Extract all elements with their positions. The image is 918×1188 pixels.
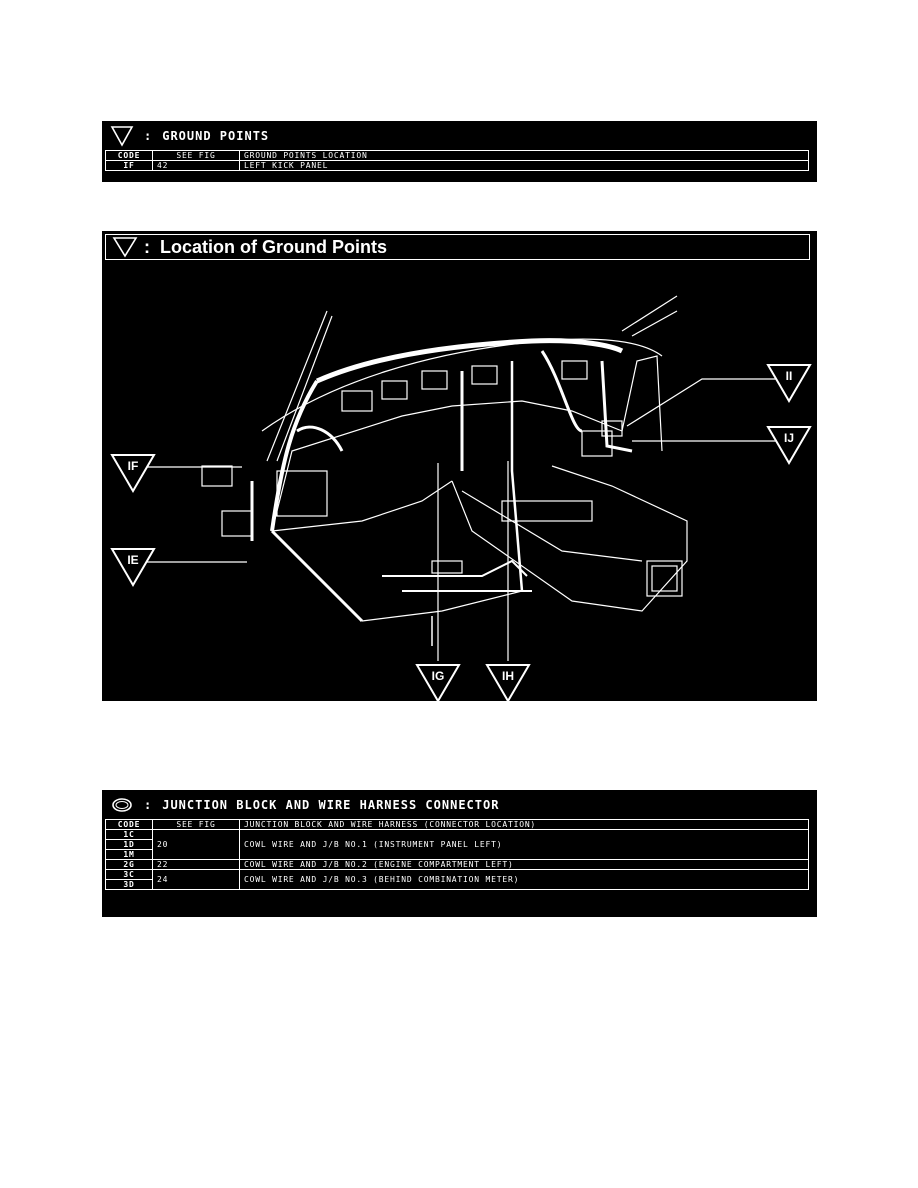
junction-header [110,792,499,818]
ground-marker-ih [485,663,531,703]
ground-points-header [110,123,269,149]
junction-block-panel [102,790,817,917]
ground-marker-ig-label: IG [431,669,445,683]
table-header-row [106,151,809,161]
header-colon: : [144,129,153,143]
cell-location: COWL WIRE AND J/B NO.3 (BEHIND COMBINATION METER) [240,870,809,890]
ground-triangle-icon [110,125,134,147]
ground-location-diagram-panel [102,231,817,701]
cell-code: 2G [106,860,153,870]
cell-code: 3D [106,880,153,890]
header-code: CODE [106,820,153,830]
ground-marker-if-label: IF [127,459,139,473]
ground-marker-ih-label: IH [502,669,514,683]
cell-code: 3C [106,870,153,880]
ground-marker-ie-label: IE [127,553,139,567]
cell-code: 1C [106,830,153,840]
table-row [106,161,809,171]
header-see-fig: SEE FIG [153,820,240,830]
cell-code: 1D [106,840,153,850]
header-location: GROUND POINTS LOCATION [240,151,809,161]
ground-marker-ij [766,425,812,465]
table-row [106,870,809,880]
junction-title: JUNCTION BLOCK AND WIRE HARNESS CONNECTOR [162,798,500,812]
cell-fig: 24 [153,870,240,890]
connector-oval-icon [110,794,134,816]
table-row [106,860,809,870]
cell-fig: 22 [153,860,240,870]
cell-location: COWL WIRE AND J/B NO.1 (INSTRUMENT PANEL LEFT) [240,830,809,860]
ground-marker-ii-label: II [785,369,793,383]
table-row [106,830,809,840]
table-header-row [106,820,809,830]
ground-marker-ij-label: IJ [783,431,794,445]
cell-code: IF [106,161,153,171]
ground-marker-ii [766,363,812,403]
diagram-title: Location of Ground Points [160,236,387,257]
cell-location: LEFT KICK PANEL [240,161,809,171]
ground-marker-ie [110,547,156,587]
header-code: CODE [106,151,153,161]
ground-points-title: GROUND POINTS [162,129,270,143]
ground-points-table [105,150,809,171]
header-see-fig: SEE FIG [153,151,240,161]
junction-table [105,819,809,890]
cell-fig: 20 [153,830,240,860]
ground-marker-if [110,453,156,493]
dashboard-wiring-illustration [102,231,817,701]
junction-header-colon: : [144,798,153,812]
header-location: JUNCTION BLOCK AND WIRE HARNESS (CONNECTOR LOCATION) [240,820,809,830]
cell-fig: 42 [153,161,240,171]
ground-marker-ig [415,663,461,703]
cell-code: 1M [106,850,153,860]
cell-location: COWL WIRE AND J/B NO.2 (ENGINE COMPARTMENT LEFT) [240,860,809,870]
ground-points-panel [102,121,817,182]
diagram-title-colon: : [144,236,150,257]
